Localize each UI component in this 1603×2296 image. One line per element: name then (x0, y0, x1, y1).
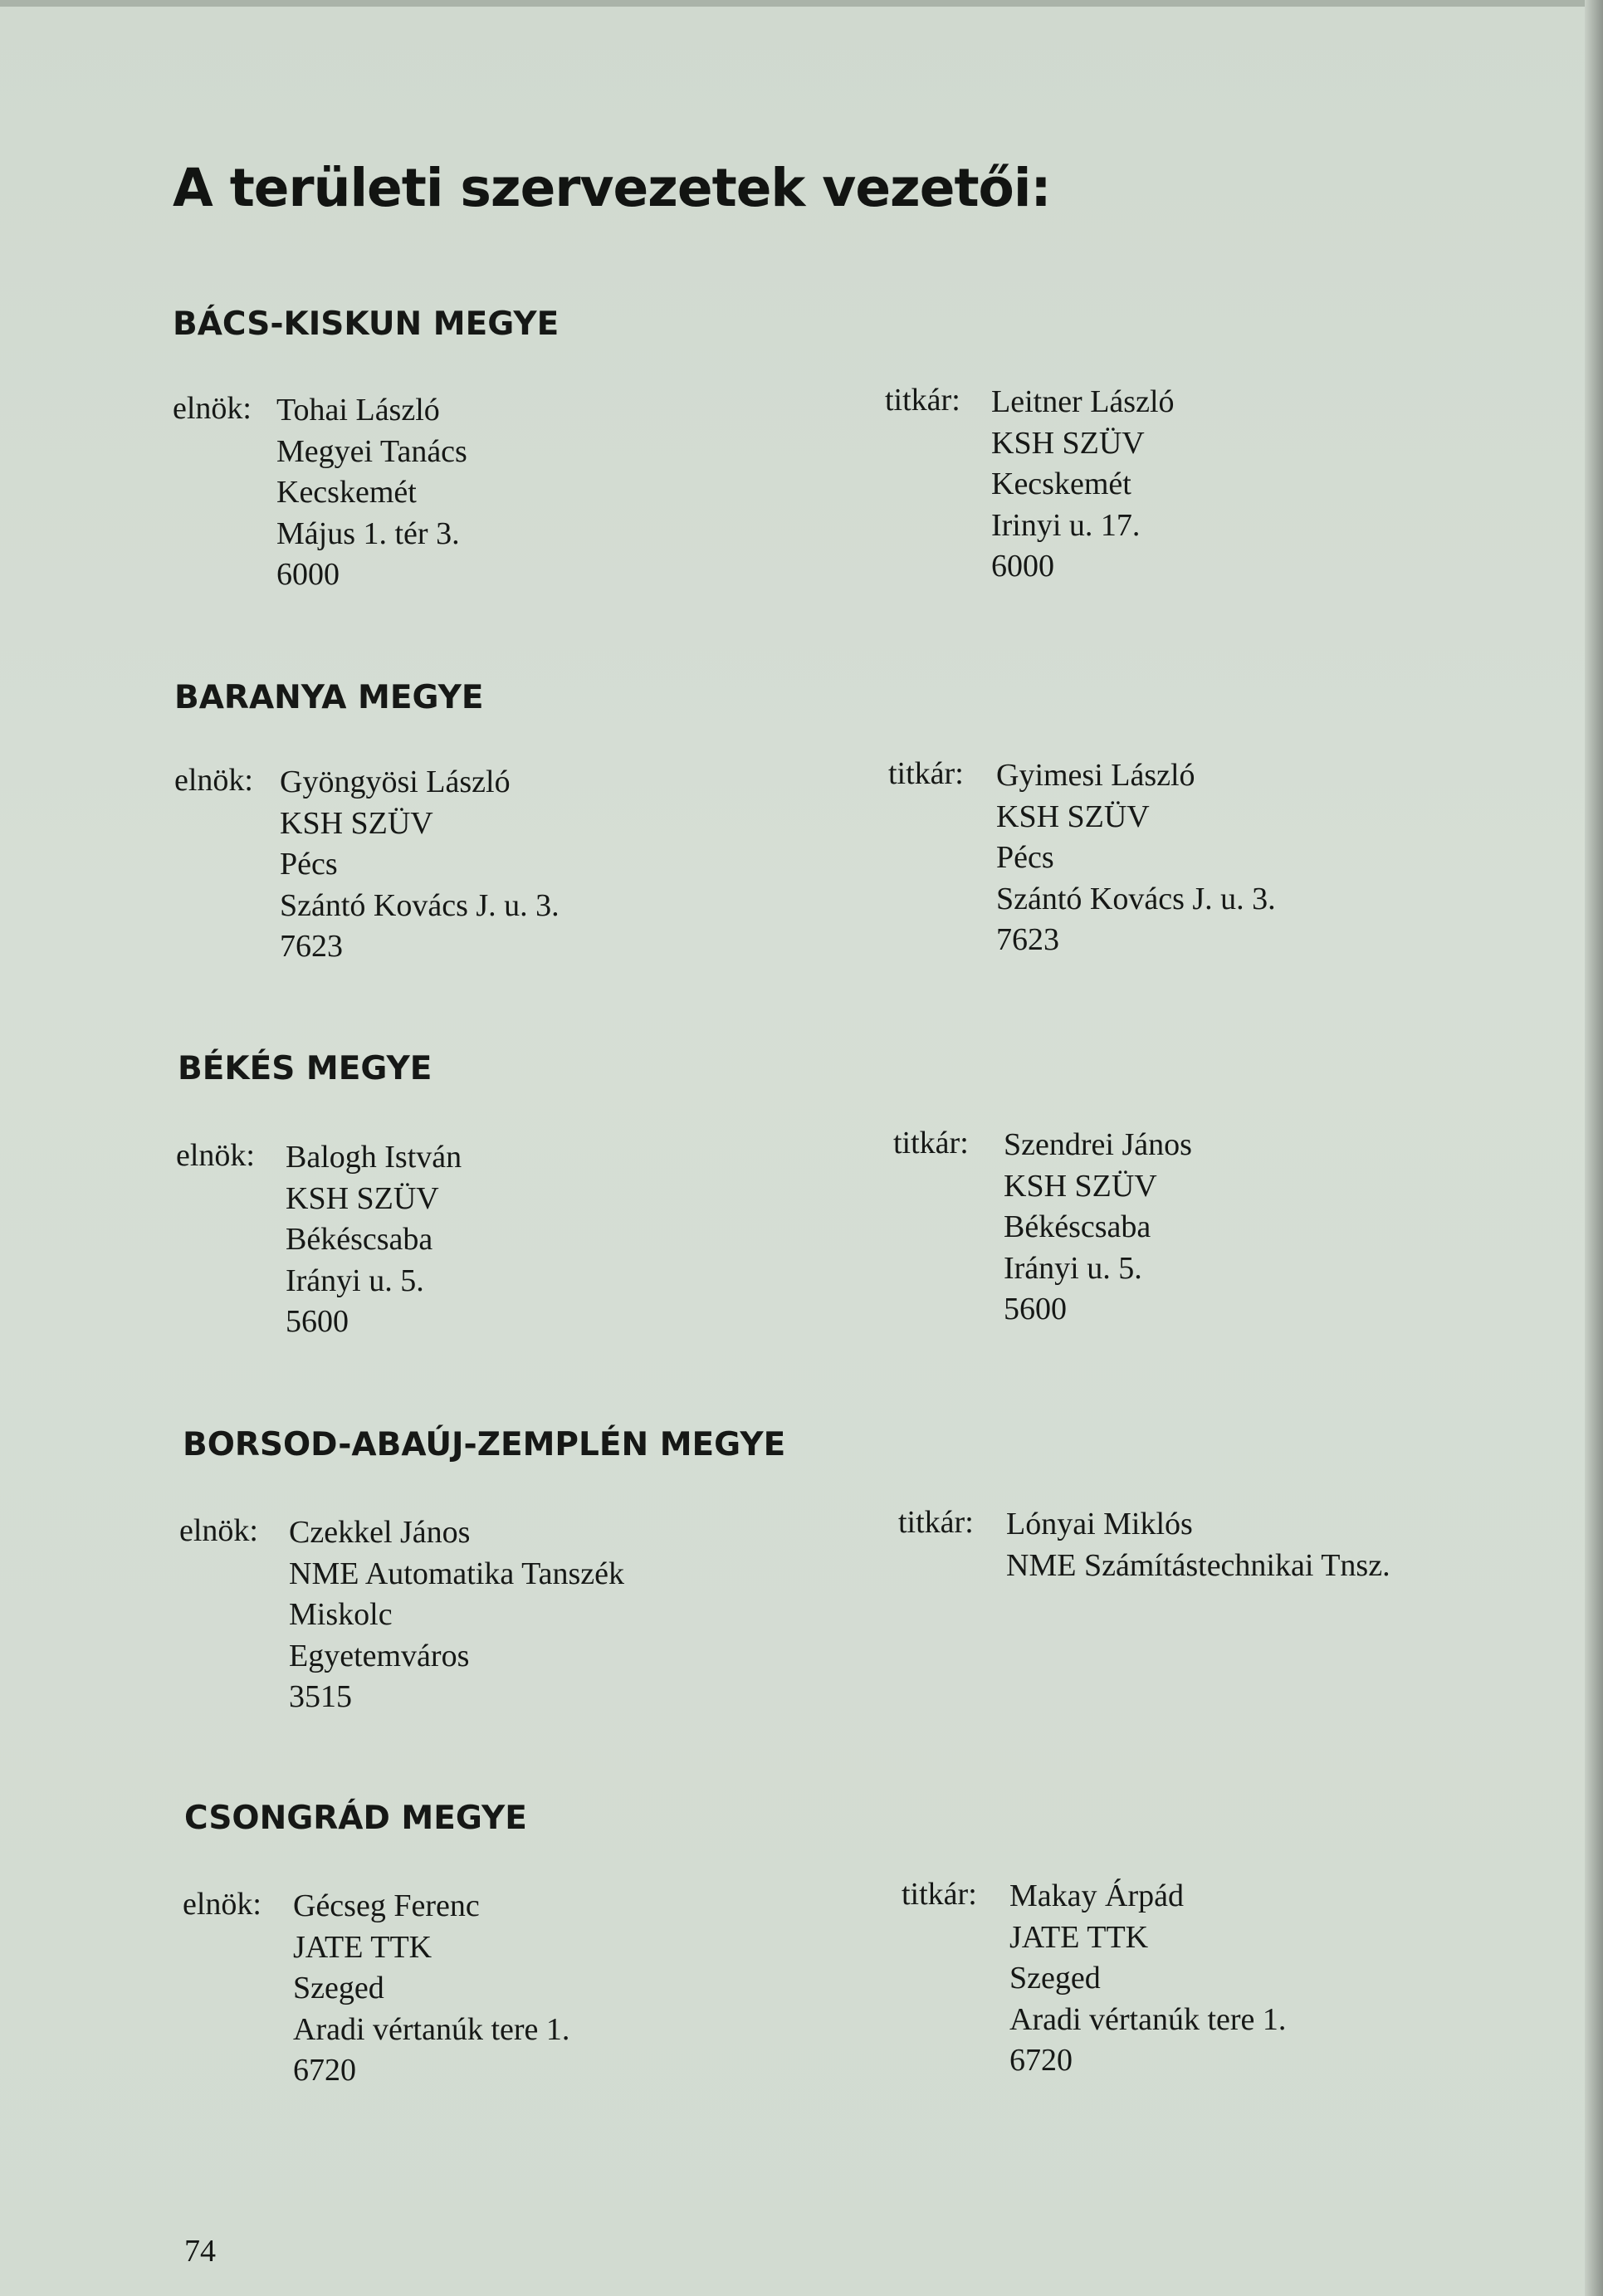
county-heading: CSONGRÁD MEGYE (184, 1800, 527, 1837)
contact-postcode: 5600 (1004, 1292, 1067, 1326)
role-label: titkár: (893, 1126, 969, 1160)
role-label: titkár: (898, 1505, 974, 1540)
contact-postcode: 5600 (286, 1304, 349, 1339)
contact-postcode: 6720 (293, 2053, 356, 2088)
page-title: A területi szervezetek vezetői: (173, 158, 1051, 218)
contact-organization: KSH SZÜV (991, 425, 1145, 461)
contact-city: Kecskemét (991, 467, 1131, 501)
contact-city: Kecskemét (276, 475, 417, 510)
contact-street: Szántó Kovács J. u. 3. (280, 887, 560, 923)
role-label: elnök: (176, 1138, 255, 1173)
address-lines (1009, 1876, 1286, 2082)
contact-street: Egyetemváros (289, 1638, 470, 1673)
contact-postcode: 3515 (289, 1679, 352, 1714)
contact-name: Czekkel János (289, 1515, 471, 1550)
contact-city: Miskolc (289, 1597, 393, 1632)
role-label: titkár: (888, 756, 964, 791)
page-right-edge (1585, 0, 1603, 2296)
address-lines (991, 382, 1175, 588)
county-heading: BORSOD-ABAÚJ-ZEMPLÉN MEGYE (183, 1426, 786, 1463)
contact-street: Irinyi u. 17. (991, 507, 1141, 543)
address-lines (996, 755, 1276, 961)
contact-organization: KSH SZÜV (996, 799, 1150, 834)
contact-street: Május 1. tér 3. (276, 515, 460, 551)
address-lines (293, 1886, 569, 2092)
contact-name: Gyimesi László (996, 758, 1195, 793)
contact-name: Lónyai Miklós (1006, 1507, 1193, 1541)
role-label: titkár: (902, 1877, 977, 1912)
contact-name: Gécseg Ferenc (293, 1888, 480, 1923)
page-number: 74 (184, 2234, 216, 2269)
contact-organization: JATE TTK (293, 1929, 433, 1965)
contact-organization: KSH SZÜV (1004, 1168, 1157, 1204)
contact-city: Szeged (1009, 1961, 1101, 1996)
contact-name: Balogh István (286, 1140, 462, 1175)
role-label: titkár: (885, 383, 960, 418)
address-lines (1004, 1125, 1192, 1331)
contact-organization: NME Számítástechnikai Tnsz. (1006, 1547, 1390, 1583)
address-lines (276, 390, 467, 596)
contact-city: Szeged (293, 1971, 384, 2005)
contact-organization: KSH SZÜV (280, 805, 433, 841)
address-lines (289, 1512, 624, 1718)
contact-postcode: 6000 (276, 557, 340, 592)
contact-street: Szántó Kovács J. u. 3. (996, 881, 1276, 916)
contact-street: Aradi vértanúk tere 1. (293, 2011, 570, 2047)
contact-city: Békéscsaba (1004, 1209, 1151, 1244)
contact-name: Tohai László (276, 393, 440, 427)
contact-city: Pécs (280, 847, 338, 882)
contact-name: Makay Árpád (1009, 1878, 1184, 1913)
contact-organization: NME Automatika Tanszék (289, 1556, 625, 1591)
contact-postcode: 7623 (996, 922, 1059, 957)
contact-organization: JATE TTK (1009, 1919, 1149, 1955)
contact-postcode: 7623 (280, 929, 343, 964)
address-lines (1006, 1504, 1390, 1586)
contact-organization: Megyei Tanács (276, 433, 467, 469)
contact-organization: KSH SZÜV (286, 1180, 439, 1216)
contact-name: Szendrei János (1004, 1127, 1192, 1162)
contact-name: Leitner László (991, 384, 1175, 419)
role-label: elnök: (173, 391, 252, 426)
county-heading: BÁCS-KISKUN MEGYE (173, 305, 560, 343)
contact-street: Irányi u. 5. (1004, 1250, 1142, 1286)
county-heading: BARANYA MEGYE (174, 679, 484, 716)
contact-postcode: 6000 (991, 549, 1054, 584)
contact-street: Irányi u. 5. (286, 1263, 424, 1298)
address-lines (286, 1137, 462, 1343)
contact-postcode: 6720 (1009, 2043, 1073, 2078)
role-label: elnök: (183, 1887, 261, 1922)
address-lines (280, 762, 560, 968)
page-top-edge (0, 0, 1603, 7)
county-heading: BÉKÉS MEGYE (178, 1050, 433, 1087)
contact-street: Aradi vértanúk tere 1. (1009, 2001, 1287, 2037)
contact-name: Gyöngyösi László (280, 765, 511, 799)
role-label: elnök: (174, 763, 253, 798)
role-label: elnök: (179, 1513, 258, 1548)
contact-city: Békéscsaba (286, 1222, 433, 1257)
contact-city: Pécs (996, 840, 1054, 875)
